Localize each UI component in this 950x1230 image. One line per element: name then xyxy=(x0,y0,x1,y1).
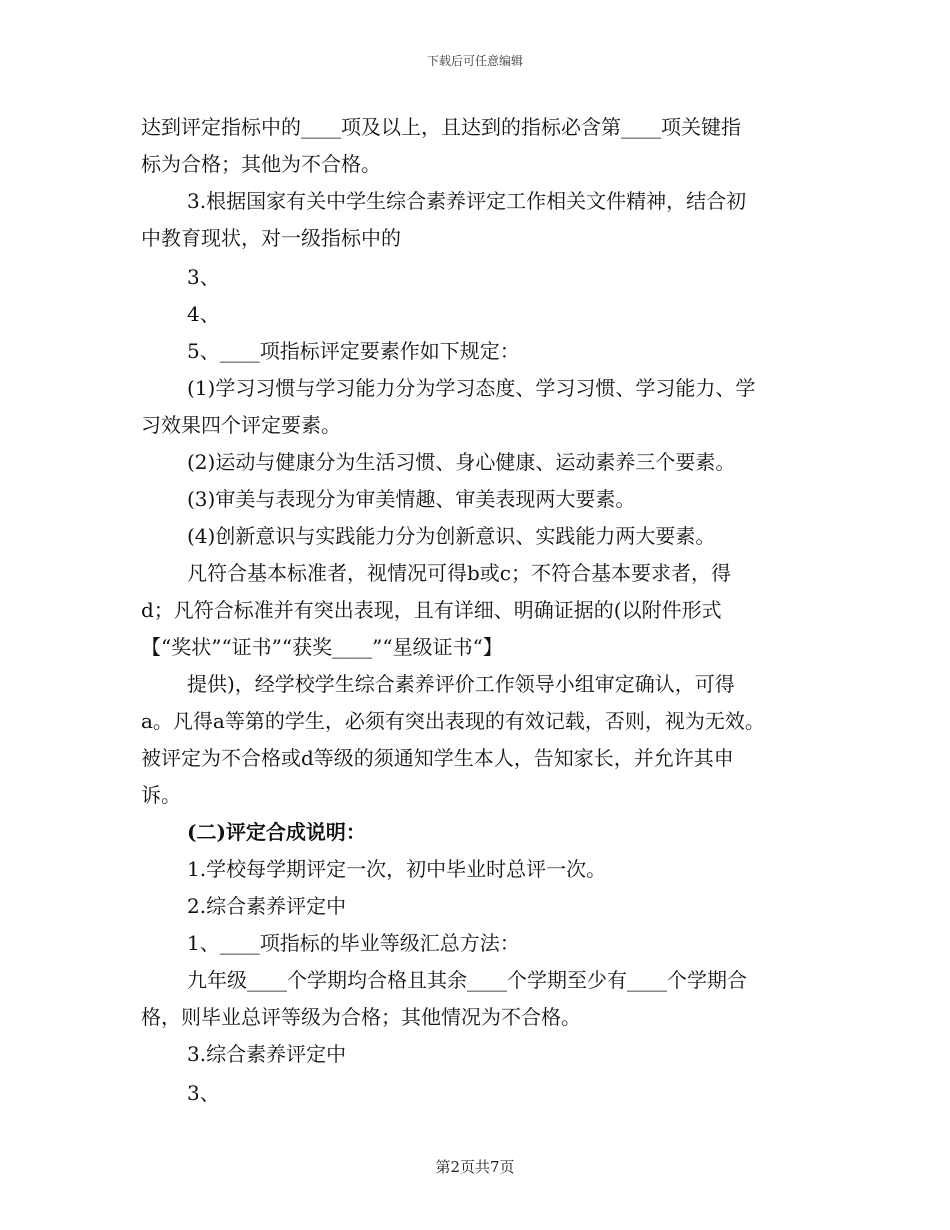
text-line: 1.学校每学期评定一次，初中毕业时总评一次。 xyxy=(187,857,607,881)
text-line: 4、 xyxy=(187,302,220,326)
text-line: a。凡得a等第的学生，必须有突出表现的有效记载，否则，视为无效。 xyxy=(141,709,765,733)
text-line: 格，则毕业总评等级为合格；其他情况为不合格。 xyxy=(141,1005,581,1029)
text-line: 2.综合素养评定中 xyxy=(187,894,347,918)
text-line: 九年级____个学期均合格且其余____个学期至少有____个学期合 xyxy=(187,968,747,992)
text-line: 诉。 xyxy=(141,783,181,807)
text-line: 标为合格；其他为不合格。 xyxy=(141,152,381,176)
text-line: 【“奖状”“证书”“获奖____”“星级证书“】 xyxy=(141,635,503,659)
text-line: (2)运动与健康分为生活习惯、身心健康、运动素养三个要素。 xyxy=(187,450,736,474)
text-line: 1、____项指标的毕业等级汇总方法： xyxy=(187,931,520,955)
text-line: 3.综合素养评定中 xyxy=(187,1042,347,1066)
text-line: (4)创新意识与实践能力分为创新意识、实践能力两大要素。 xyxy=(187,524,716,548)
text-line: d；凡符合标准并有突出表现，且有详细、明确证据的(以附件形式 xyxy=(141,598,722,622)
text-line: 被评定为不合格或d等级的须通知学生本人，告知家长，并允许其申 xyxy=(141,746,734,770)
section-heading: (二)评定合成说明： xyxy=(187,820,366,844)
text-line: 3、 xyxy=(187,265,220,289)
text-line: 中教育现状，对一级指标中的 xyxy=(141,226,401,250)
text-line: 3、 xyxy=(187,1081,220,1105)
text-line: 达到评定指标中的____项及以上，且达到的指标必含第____项关键指 xyxy=(141,115,741,139)
text-line: (3)审美与表现分为审美情趣、审美表现两大要素。 xyxy=(187,487,636,511)
text-line: (1)学习习惯与学习能力分为学习态度、学习习惯、学习能力、学 xyxy=(187,376,756,400)
page-header: 下载后可任意编辑 xyxy=(426,54,523,68)
text-line: 凡符合基本标准者，视情况可得b或c；不符合基本要求者，得 xyxy=(187,561,732,585)
text-line: 提供)，经学校学生综合素养评价工作领导小组审定确认，可得 xyxy=(187,672,735,696)
text-line: 5、____项指标评定要素作如下规定： xyxy=(187,339,520,363)
text-line: 习效果四个评定要素。 xyxy=(141,413,341,437)
page-number: 第2页共7页 xyxy=(435,1158,515,1176)
text-line: 3.根据国家有关中学生综合素养评定工作相关文件精神，结合初 xyxy=(187,189,747,213)
